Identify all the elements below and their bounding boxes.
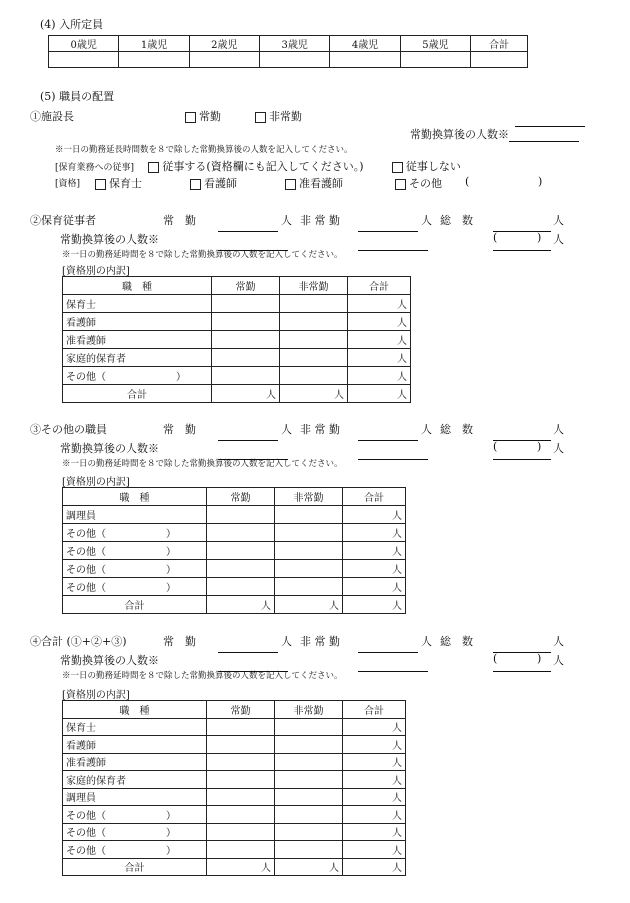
unit-label: 人 bbox=[281, 423, 292, 436]
parttime-cell[interactable] bbox=[275, 788, 343, 806]
table-header-cell: 合計 bbox=[343, 701, 406, 719]
capacity-header-cell: 2歳児 bbox=[189, 36, 259, 52]
capacity-header-cell: 3歳児 bbox=[260, 36, 330, 52]
director-blank-line[interactable] bbox=[515, 108, 585, 127]
parttime-total-cell[interactable]: 人 bbox=[280, 385, 348, 403]
qual-nursery-label: 保育士 bbox=[109, 177, 142, 190]
fulltime-cell[interactable] bbox=[212, 349, 280, 367]
table-row bbox=[63, 542, 406, 560]
row-total-cell[interactable]: 人 bbox=[343, 806, 406, 824]
total-label-cell: 合計 bbox=[63, 858, 207, 876]
table-header-cell: 非常勤 bbox=[275, 701, 343, 719]
parttime-cell[interactable] bbox=[275, 578, 343, 596]
table-header-cell: 合計 bbox=[348, 277, 411, 295]
unit-label: 人 bbox=[553, 654, 564, 667]
parttime-cell[interactable] bbox=[275, 823, 343, 841]
checkbox-icon[interactable] bbox=[95, 179, 106, 190]
table-header-cell: 職 種 bbox=[63, 488, 207, 506]
fulltime-field[interactable] bbox=[218, 213, 278, 232]
fte-note: ※一日の勤務延時間を８で除した常勤換算後の人数を記入してください。 bbox=[62, 459, 343, 469]
fte-parttime-field[interactable] bbox=[358, 232, 428, 251]
fte-parttime-field[interactable] bbox=[358, 441, 428, 460]
table-row bbox=[63, 295, 411, 313]
row-label-cell: その他（ ） bbox=[63, 823, 207, 841]
row-label-cell: 保育士 bbox=[63, 718, 207, 736]
parttime-cell[interactable] bbox=[280, 331, 348, 349]
row-total-cell[interactable]: 人 bbox=[343, 524, 406, 542]
fulltime-cell[interactable] bbox=[207, 823, 275, 841]
unit-label: 人 bbox=[553, 214, 564, 227]
fulltime-cell[interactable] bbox=[212, 331, 280, 349]
row-total-cell[interactable]: 人 bbox=[343, 578, 406, 596]
capacity-header-cell: 合計 bbox=[471, 36, 528, 52]
fulltime-cell[interactable] bbox=[212, 367, 280, 385]
row-label-cell: 看護師 bbox=[63, 313, 212, 331]
qual-nurse[interactable] bbox=[190, 175, 237, 191]
s2-breakdown-table bbox=[62, 276, 411, 403]
parttime-cell[interactable] bbox=[275, 542, 343, 560]
table-row bbox=[63, 718, 406, 736]
row-label-cell: 家庭的保育者 bbox=[63, 771, 207, 789]
section-4-heading: (4) 入所定員 bbox=[40, 18, 104, 31]
parttime-cell[interactable] bbox=[275, 841, 343, 859]
row-label-cell: その他（ ） bbox=[63, 542, 207, 560]
table-header-cell: 職 種 bbox=[63, 277, 212, 295]
row-total-cell[interactable]: 人 bbox=[343, 823, 406, 841]
table-row bbox=[63, 560, 406, 578]
parttime-label: 非 常 勤 bbox=[300, 214, 340, 227]
row-label-cell: 准看護師 bbox=[63, 331, 212, 349]
total-label: 総 数 bbox=[440, 635, 473, 648]
director-parttime-label: 非常勤 bbox=[269, 110, 302, 123]
fte-label: 常勤換算後の人数※ bbox=[60, 654, 159, 667]
row-label-cell: 保育士 bbox=[63, 295, 212, 313]
capacity-header-cell: 1歳児 bbox=[119, 36, 189, 52]
fulltime-cell[interactable] bbox=[207, 506, 275, 524]
row-label-cell: 看護師 bbox=[63, 736, 207, 754]
row-total-cell[interactable]: 人 bbox=[343, 718, 406, 736]
fte-paren-close: ) bbox=[537, 440, 542, 453]
director-fulltime-label: 常勤 bbox=[199, 110, 221, 123]
table-row bbox=[63, 331, 411, 349]
row-label-cell: その他（ ） bbox=[63, 841, 207, 859]
qual-assistant-nurse-label: 准看護師 bbox=[299, 177, 343, 190]
table-row bbox=[63, 823, 406, 841]
fte-paren-open: ( bbox=[493, 231, 498, 244]
fulltime-cell[interactable] bbox=[207, 841, 275, 859]
fte-note: ※一日の勤務延時間を８で除した常勤換算後の人数を記入してください。 bbox=[62, 671, 343, 681]
table-header-cell: 合計 bbox=[343, 488, 406, 506]
unit-label: 人 bbox=[553, 442, 564, 455]
row-label-cell: その他（ ） bbox=[63, 806, 207, 824]
director-note: ※一日の勤務延長時間数を８で除した常勤換算後の人数を記入してください。 bbox=[55, 145, 353, 155]
s4t-label: ④合計 (①+②+③) bbox=[30, 635, 127, 648]
total-field[interactable] bbox=[493, 422, 551, 441]
table-row bbox=[63, 313, 411, 331]
fulltime-cell[interactable] bbox=[207, 806, 275, 824]
checkbox-icon[interactable] bbox=[395, 179, 406, 190]
unit-label: 人 bbox=[421, 423, 432, 436]
qual-nursery[interactable] bbox=[95, 175, 142, 191]
qual-label: [資格] bbox=[55, 179, 81, 189]
fte-total-field[interactable] bbox=[493, 441, 551, 460]
table-header-cell: 職 種 bbox=[63, 701, 207, 719]
row-label-cell: 調理員 bbox=[63, 788, 207, 806]
fulltime-label: 常 勤 bbox=[163, 214, 196, 227]
director-fte-label: 常勤換算後の人数※ bbox=[410, 128, 509, 141]
fulltime-cell[interactable] bbox=[207, 578, 275, 596]
director-fulltime-option[interactable] bbox=[185, 108, 221, 124]
fulltime-cell[interactable] bbox=[207, 718, 275, 736]
parttime-cell[interactable] bbox=[275, 506, 343, 524]
fte-total-field[interactable] bbox=[493, 232, 551, 251]
fulltime-cell[interactable] bbox=[207, 753, 275, 771]
fulltime-total-cell[interactable]: 人 bbox=[207, 858, 275, 876]
table-row bbox=[63, 841, 406, 859]
table-row bbox=[63, 367, 411, 385]
breakdown-label: [資格別の内訳] bbox=[62, 477, 130, 488]
fulltime-cell[interactable] bbox=[212, 295, 280, 313]
row-total-cell[interactable]: 人 bbox=[343, 736, 406, 754]
row-total-cell[interactable]: 人 bbox=[343, 506, 406, 524]
checkbox-icon[interactable] bbox=[255, 112, 266, 123]
total-field[interactable] bbox=[493, 213, 551, 232]
parttime-cell[interactable] bbox=[275, 736, 343, 754]
parttime-cell[interactable] bbox=[280, 313, 348, 331]
fulltime-cell[interactable] bbox=[212, 313, 280, 331]
director-fte bbox=[410, 126, 579, 142]
table-row bbox=[63, 806, 406, 824]
row-label-cell: 家庭的保育者 bbox=[63, 349, 212, 367]
parttime-field[interactable] bbox=[358, 213, 418, 232]
fulltime-cell[interactable] bbox=[207, 542, 275, 560]
table-total-row bbox=[63, 385, 411, 403]
parttime-cell[interactable] bbox=[275, 524, 343, 542]
row-total-cell[interactable]: 人 bbox=[343, 788, 406, 806]
row-label-cell: 准看護師 bbox=[63, 753, 207, 771]
capacity-input-cell[interactable] bbox=[119, 52, 189, 68]
section-5-heading: (5) 職員の配置 bbox=[40, 90, 115, 103]
parttime-cell[interactable] bbox=[280, 367, 348, 385]
table-header-cell: 非常勤 bbox=[275, 488, 343, 506]
row-label-cell: その他（ ） bbox=[63, 560, 207, 578]
table-header-cell: 常勤 bbox=[207, 701, 275, 719]
total-label: 総 数 bbox=[440, 214, 473, 227]
table-header-cell: 常勤 bbox=[212, 277, 280, 295]
capacity-table bbox=[48, 35, 528, 68]
parttime-label: 非 常 勤 bbox=[300, 423, 340, 436]
table-row bbox=[63, 771, 406, 789]
parttime-total-cell[interactable]: 人 bbox=[275, 596, 343, 614]
s2-label: ②保育従事者 bbox=[30, 214, 96, 227]
parttime-cell[interactable] bbox=[275, 806, 343, 824]
capacity-input-cell[interactable] bbox=[189, 52, 259, 68]
fulltime-cell[interactable] bbox=[207, 560, 275, 578]
unit-label: 人 bbox=[553, 635, 564, 648]
capacity-header-cell: 0歳児 bbox=[49, 36, 119, 52]
fulltime-label: 常 勤 bbox=[163, 635, 196, 648]
table-total-row bbox=[63, 858, 406, 876]
qual-other-paren-close: ) bbox=[538, 175, 543, 188]
fte-label: 常勤換算後の人数※ bbox=[60, 442, 159, 455]
table-row bbox=[63, 736, 406, 754]
unit-label: 人 bbox=[281, 214, 292, 227]
fte-paren-close: ) bbox=[537, 231, 542, 244]
fte-paren-open: ( bbox=[493, 440, 498, 453]
fte-note: ※一日の勤務延時間を８で除した常勤換算後の人数を記入してください。 bbox=[62, 250, 343, 260]
table-row bbox=[63, 524, 406, 542]
director-fte-field[interactable] bbox=[509, 129, 579, 142]
fulltime-cell[interactable] bbox=[207, 524, 275, 542]
fulltime-cell[interactable] bbox=[207, 788, 275, 806]
row-total-cell[interactable]: 人 bbox=[348, 349, 411, 367]
duty-label: [保育業務への従事] bbox=[55, 163, 135, 173]
director-parttime-option[interactable] bbox=[255, 108, 302, 124]
table-row bbox=[63, 578, 406, 596]
fulltime-total-cell[interactable]: 人 bbox=[212, 385, 280, 403]
capacity-input-cell[interactable] bbox=[400, 52, 470, 68]
fte-total-field[interactable] bbox=[493, 653, 551, 672]
grand-total-cell[interactable]: 人 bbox=[343, 596, 406, 614]
total-label-cell: 合計 bbox=[63, 385, 212, 403]
capacity-input-cell[interactable] bbox=[49, 52, 119, 68]
duty-yes-label: 従事する(資格欄にも記入してください。) bbox=[162, 160, 364, 173]
capacity-input-cell[interactable] bbox=[330, 52, 400, 68]
total-label: 総 数 bbox=[440, 423, 473, 436]
unit-label: 人 bbox=[553, 233, 564, 246]
total-label-cell: 合計 bbox=[63, 596, 207, 614]
capacity-input-cell[interactable] bbox=[260, 52, 330, 68]
row-label-cell: その他（ ） bbox=[63, 524, 207, 542]
row-total-cell[interactable]: 人 bbox=[348, 295, 411, 313]
parttime-cell[interactable] bbox=[280, 349, 348, 367]
breakdown-label: [資格別の内訳] bbox=[62, 266, 130, 277]
row-total-cell[interactable]: 人 bbox=[348, 313, 411, 331]
fulltime-label: 常 勤 bbox=[163, 423, 196, 436]
unit-label: 人 bbox=[553, 423, 564, 436]
capacity-input-cell[interactable] bbox=[471, 52, 528, 68]
unit-label: 人 bbox=[421, 214, 432, 227]
fulltime-total-cell[interactable]: 人 bbox=[207, 596, 275, 614]
s3-label: ③その他の職員 bbox=[30, 423, 107, 436]
row-total-cell[interactable]: 人 bbox=[343, 560, 406, 578]
qual-other-label: その他 bbox=[409, 177, 442, 190]
s3-breakdown-table bbox=[62, 487, 406, 614]
fte-paren-open: ( bbox=[493, 652, 498, 665]
grand-total-cell[interactable]: 人 bbox=[343, 858, 406, 876]
parttime-cell[interactable] bbox=[275, 560, 343, 578]
parttime-cell[interactable] bbox=[275, 753, 343, 771]
parttime-cell[interactable] bbox=[275, 718, 343, 736]
duty-row bbox=[55, 158, 461, 174]
qual-nurse-label: 看護師 bbox=[204, 177, 237, 190]
table-header-cell: 非常勤 bbox=[280, 277, 348, 295]
duty-no-label: 従事しない bbox=[405, 160, 461, 173]
table-row bbox=[63, 788, 406, 806]
row-total-cell[interactable]: 人 bbox=[343, 841, 406, 859]
qual-other-paren-open: ( bbox=[465, 175, 470, 188]
row-total-cell[interactable]: 人 bbox=[343, 753, 406, 771]
fulltime-cell[interactable] bbox=[207, 736, 275, 754]
table-row bbox=[63, 753, 406, 771]
total-field[interactable] bbox=[493, 634, 551, 653]
parttime-field[interactable] bbox=[358, 422, 418, 441]
fte-paren-close: ) bbox=[537, 652, 542, 665]
parttime-cell[interactable] bbox=[280, 295, 348, 313]
row-total-cell[interactable]: 人 bbox=[343, 771, 406, 789]
parttime-total-cell[interactable]: 人 bbox=[275, 858, 343, 876]
table-total-row bbox=[63, 596, 406, 614]
fulltime-field[interactable] bbox=[218, 422, 278, 441]
unit-label: 人 bbox=[421, 635, 432, 648]
checkbox-icon[interactable] bbox=[190, 179, 201, 190]
s4t-breakdown-table bbox=[62, 700, 406, 876]
fulltime-field[interactable] bbox=[218, 634, 278, 653]
director-label: ①施設長 bbox=[30, 110, 74, 123]
breakdown-label: [資格別の内訳] bbox=[62, 690, 130, 701]
capacity-header-cell: 5歳児 bbox=[400, 36, 470, 52]
parttime-label: 非 常 勤 bbox=[300, 635, 340, 648]
unit-label: 人 bbox=[281, 635, 292, 648]
row-label-cell: その他（ ） bbox=[63, 578, 207, 596]
checkbox-icon[interactable] bbox=[185, 112, 196, 123]
qual-assistant-nurse[interactable] bbox=[285, 175, 343, 191]
checkbox-icon[interactable] bbox=[392, 162, 403, 173]
table-row bbox=[63, 349, 411, 367]
parttime-cell[interactable] bbox=[275, 771, 343, 789]
row-label-cell: その他（ ） bbox=[63, 367, 212, 385]
fte-label: 常勤換算後の人数※ bbox=[60, 233, 159, 246]
row-total-cell[interactable]: 人 bbox=[343, 542, 406, 560]
table-row bbox=[63, 506, 406, 524]
fte-parttime-field[interactable] bbox=[358, 653, 428, 672]
row-label-cell: 調理員 bbox=[63, 506, 207, 524]
parttime-field[interactable] bbox=[358, 634, 418, 653]
row-total-cell[interactable]: 人 bbox=[348, 331, 411, 349]
grand-total-cell[interactable]: 人 bbox=[348, 385, 411, 403]
capacity-header-cell: 4歳児 bbox=[330, 36, 400, 52]
checkbox-icon[interactable] bbox=[148, 162, 159, 173]
qual-other[interactable] bbox=[395, 175, 442, 191]
row-total-cell[interactable]: 人 bbox=[348, 367, 411, 385]
checkbox-icon[interactable] bbox=[285, 179, 296, 190]
table-header-cell: 常勤 bbox=[207, 488, 275, 506]
fulltime-cell[interactable] bbox=[207, 771, 275, 789]
